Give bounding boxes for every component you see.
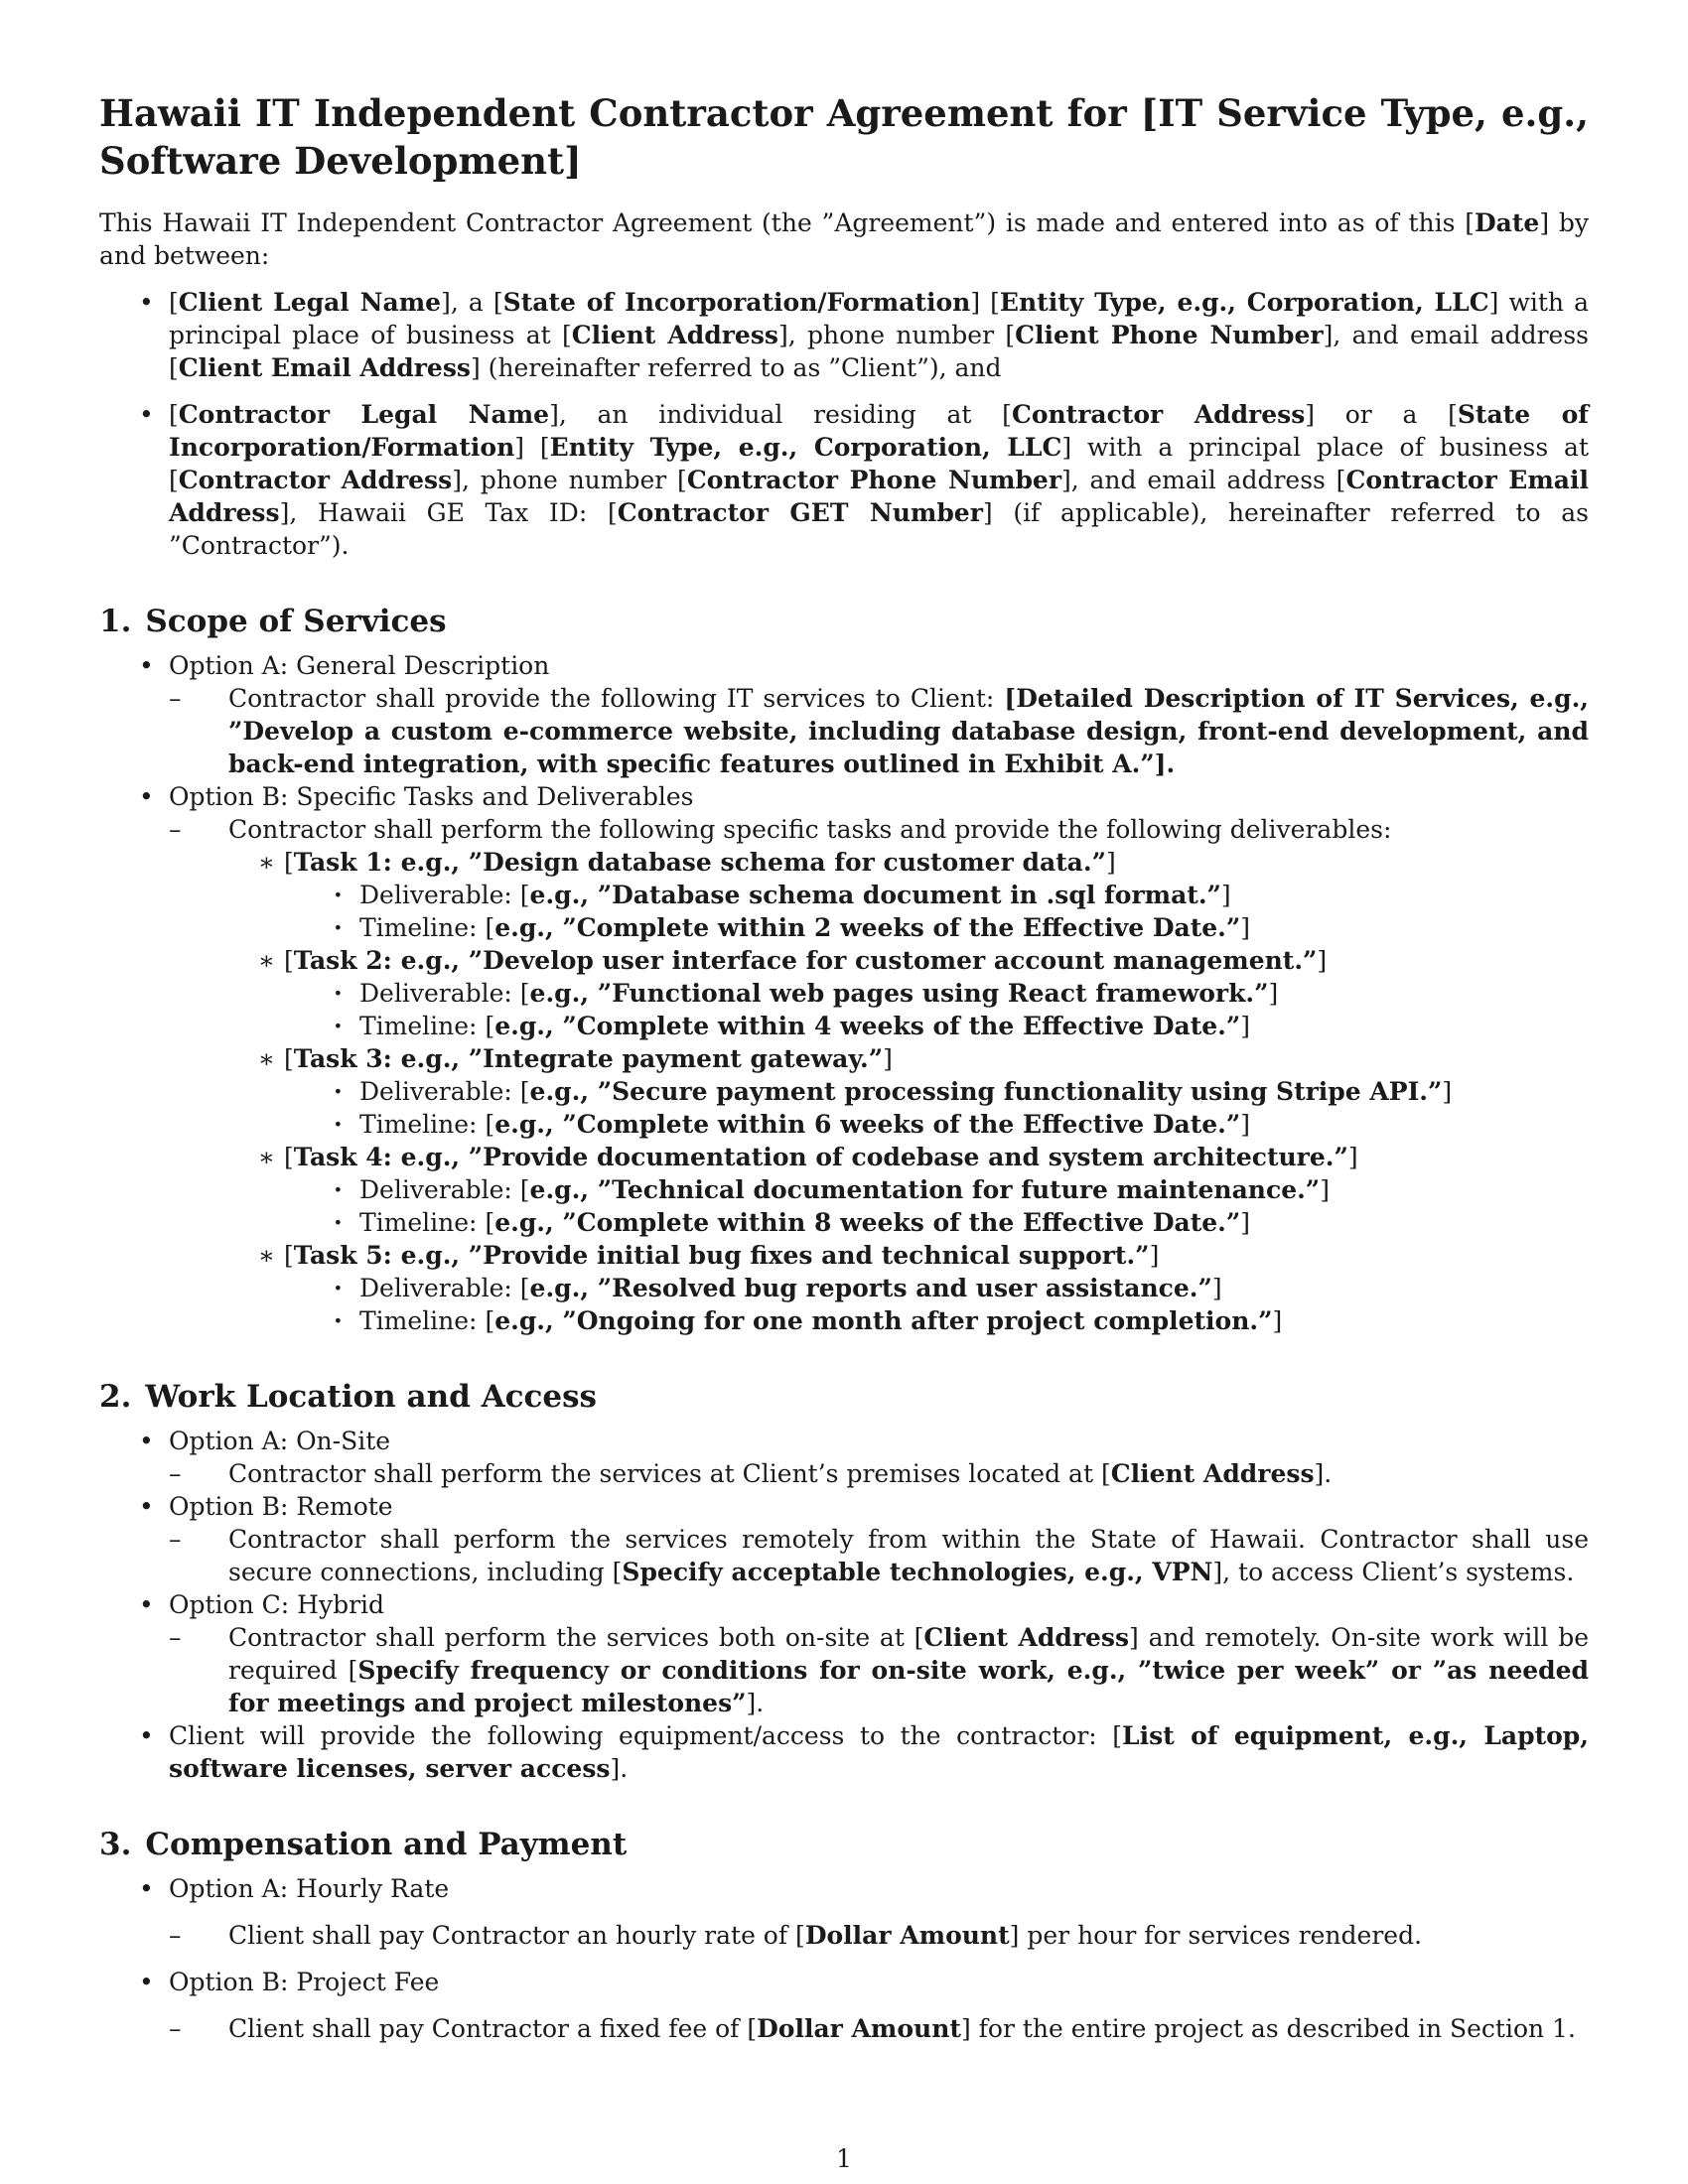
- section-compensation: [99, 1825, 1589, 2045]
- option-hourly-rate: • Option A: Hourly Rate – Client shall pay Contractor an hourly rate of [Dollar Amount] per hour for services rendered.: [99, 1872, 1589, 1952]
- option-remote: • Option B: Remote – Contractor shall perform the services remotely from within the State of Hawaii. Contractor shall use secure connections, including [Specify acceptable technologies, e.g., VPN], to access Client’s systems.: [99, 1490, 1589, 1588]
- task-list: [228, 846, 1589, 1337]
- date-placeholder: Date: [1474, 208, 1540, 237]
- parties-list: [99, 286, 1589, 562]
- list-item: – Client shall pay Contractor a fixed fee of [Dollar Amount] for the entire project as described in Section 1.: [169, 2012, 1589, 2045]
- task-item: ∗ [Task 3: e.g., ”Integrate payment gateway.”] · Deliverable: [e.g., ”Secure payment processing functionality using Stripe API.”] · Timeline: [e.g., ”Complete within 6 weeks of the Effective Date.”]: [228, 1042, 1589, 1141]
- intro-paragraph: This Hawaii IT Independent Contractor Agreement (the ”Agreement”) is made and entered into as of this [Date] by and between:: [99, 208, 1589, 270]
- document-title: Hawaii IT Independent Contractor Agreement for [IT Service Type, e.g., Software Development]: [99, 91, 1589, 183]
- section-heading: 3. Compensation and Payment: [99, 1827, 628, 1862]
- task-item: ∗ [Task 5: e.g., ”Provide initial bug fixes and technical support.”] · Deliverable: [e.g., ”Resolved bug reports and user assistance.”] · Timeline: [e.g., ”Ongoing for one month after project completion.”]: [228, 1239, 1589, 1337]
- equipment-item: • Client will provide the following equipment/access to the contractor: [List of equipment, e.g., Laptop, software licenses, server access].: [99, 1719, 1589, 1785]
- list-item: – Contractor shall perform the following specific tasks and provide the following deliverables: ∗ [Task 1: e.g., ”Design database schema for customer data.”] · Deliverable: [e.g., ”Database schema document in .sql format.”] · Timeline: [e.g., ”Complete within 2 weeks of the Effective Date.”] ∗ [Task 2: e.g., ”Develop user interface for customer account management.”] · Deliverable: [e.g., ”Functional web pages using React framework.”] · Timeline: [e.g., ”Complete within 4 weeks of the Effective Date.”] ∗ [Task 3: e.g., ”Integrate payment gateway.”] · Deliverable: [e.g., ”Secure payment processing functionality using Stripe API.”] · Timeline: [e.g., ”Complete within 6 weeks of the Effective Date.”] ∗ [Task 4: e.g., ”Provide documentation of codebase and system architecture.”] · Deliverable: [e.g., ”Technical documentation for future maintenance.”] · Timeline: [e.g., ”Complete within 8 weeks of the Effective Date.”] ∗ [Task 5: e.g., ”Provide initial bug fixes and technical support.”] · Deliverable: [e.g., ”Resolved bug reports and user assistance.”] · Timeline: [e.g., ”Ongoing for one month after project completion.”]: [169, 813, 1589, 1337]
- list-item: – Contractor shall provide the following IT services to Client: [Detailed Description of IT Services, e.g., ”Develop a custom e-commerce website, including database design, front-end development, and back-end integration, with specific features outlined in Exhibit A.”].: [169, 682, 1589, 780]
- list-item: – Client shall pay Contractor an hourly rate of [Dollar Amount] per hour for services rendered.: [169, 1919, 1589, 1952]
- list-item: – Contractor shall perform the services both on-site at [Client Address] and remotely. On-site work will be required [Specify frequency or conditions for on-site work, e.g., ”twice per week” or ”as needed for meetings and project milestones”].: [169, 1621, 1589, 1719]
- document-page: [99, 89, 1589, 2059]
- deliverable-item: · Deliverable: [e.g., ”Resolved bug reports and user assistance.”]: [284, 1272, 1589, 1304]
- timeline-item: · Timeline: [e.g., ”Ongoing for one month after project completion.”]: [284, 1304, 1589, 1337]
- section-scope-of-services: [99, 602, 1589, 1337]
- task-item: ∗ [Task 2: e.g., ”Develop user interface for customer account management.”] · Deliverable: [e.g., ”Functional web pages using React framework.”] · Timeline: [e.g., ”Complete within 4 weeks of the Effective Date.”]: [228, 944, 1589, 1042]
- task-item: ∗ [Task 1: e.g., ”Design database schema for customer data.”] · Deliverable: [e.g., ”Database schema document in .sql format.”] · Timeline: [e.g., ”Complete within 2 weeks of the Effective Date.”]: [228, 846, 1589, 944]
- section-heading: 2. Work Location and Access: [99, 1379, 598, 1415]
- deliverable-item: · Deliverable: [e.g., ”Database schema document in .sql format.”]: [284, 879, 1589, 911]
- timeline-item: · Timeline: [e.g., ”Complete within 8 weeks of the Effective Date.”]: [284, 1206, 1589, 1239]
- option-on-site: • Option A: On-Site – Contractor shall perform the services at Client’s premises located at [Client Address].: [99, 1425, 1589, 1490]
- timeline-item: · Timeline: [e.g., ”Complete within 6 weeks of the Effective Date.”]: [284, 1108, 1589, 1141]
- list-item: – Contractor shall perform the services at Client’s premises located at [Client Address].: [169, 1457, 1589, 1490]
- option-hybrid: • Option C: Hybrid – Contractor shall perform the services both on-site at [Client Address] and remotely. On-site work will be required [Specify frequency or conditions for on-site work, e.g., ”twice per week” or ”as needed for meetings and project milestones”].: [99, 1588, 1589, 1719]
- timeline-item: · Timeline: [e.g., ”Complete within 4 weeks of the Effective Date.”]: [284, 1010, 1589, 1042]
- page-number: 1: [836, 2144, 852, 2173]
- option-project-fee: • Option B: Project Fee – Client shall pay Contractor a fixed fee of [Dollar Amount] for the entire project as described in Section 1.: [99, 1966, 1589, 2045]
- timeline-item: · Timeline: [e.g., ”Complete within 2 weeks of the Effective Date.”]: [284, 911, 1589, 944]
- client-party: • [Client Legal Name], a [State of Incorporation/Formation] [Entity Type, e.g., Corporation, LLC] with a principal place of business at [Client Address], phone number [Client Phone Number], and email address [Client Email Address] (hereinafter referred to as ”Client”), and: [99, 286, 1589, 384]
- option-general-description: • Option A: General Description – Contractor shall provide the following IT services to Client: [Detailed Description of IT Services, e.g., ”Develop a custom e-commerce website, including database design, front-end development, and back-end integration, with specific features outlined in Exhibit A.”].: [99, 649, 1589, 780]
- list-item: – Contractor shall perform the services remotely from within the State of Hawaii. Contractor shall use secure connections, including [Specify acceptable technologies, e.g., VPN], to access Client’s systems.: [169, 1523, 1589, 1588]
- section-heading: 1. Scope of Services: [99, 604, 447, 639]
- deliverable-item: · Deliverable: [e.g., ”Technical documentation for future maintenance.”]: [284, 1173, 1589, 1206]
- task-item: ∗ [Task 4: e.g., ”Provide documentation of codebase and system architecture.”] · Deliverable: [e.g., ”Technical documentation for future maintenance.”] · Timeline: [e.g., ”Complete within 8 weeks of the Effective Date.”]: [228, 1141, 1589, 1239]
- deliverable-item: · Deliverable: [e.g., ”Secure payment processing functionality using Stripe API.”]: [284, 1075, 1589, 1108]
- deliverable-item: · Deliverable: [e.g., ”Functional web pages using React framework.”]: [284, 977, 1589, 1010]
- contractor-party: • [Contractor Legal Name], an individual residing at [Contractor Address] or a [State of Incorporation/Formation] [Entity Type, e.g., Corporation, LLC] with a principal place of business at [Contractor Address], phone number [Contractor Phone Number], and email address [Contractor Email Address], Hawaii GE Tax ID: [Contractor GET Number] (if applicable), hereinafter referred to as ”Contractor”).: [99, 398, 1589, 562]
- option-specific-tasks: • Option B: Specific Tasks and Deliverables – Contractor shall perform the following specific tasks and provide the following deliverables: ∗ [Task 1: e.g., ”Design database schema for customer data.”] · Deliverable: [e.g., ”Database schema document in .sql format.”] · Timeline: [e.g., ”Complete within 2 weeks of the Effective Date.”] ∗ [Task 2: e.g., ”Develop user interface for customer account management.”] · Deliverable: [e.g., ”Functional web pages using React framework.”] · Timeline: [e.g., ”Complete within 4 weeks of the Effective Date.”] ∗ [Task 3: e.g., ”Integrate payment gateway.”] · Deliverable: [e.g., ”Secure payment processing functionality using Stripe API.”] · Timeline: [e.g., ”Complete within 6 weeks of the Effective Date.”] ∗ [Task 4: e.g., ”Provide documentation of codebase and system architecture.”] · Deliverable: [e.g., ”Technical documentation for future maintenance.”] · Timeline: [e.g., ”Complete within 8 weeks of the Effective Date.”] ∗ [Task 5: e.g., ”Provide initial bug fixes and technical support.”] · Deliverable: [e.g., ”Resolved bug reports and user assistance.”] · Timeline: [e.g., ”Ongoing for one month after project completion.”]: [99, 780, 1589, 1337]
- section-work-location: [99, 1377, 1589, 1785]
